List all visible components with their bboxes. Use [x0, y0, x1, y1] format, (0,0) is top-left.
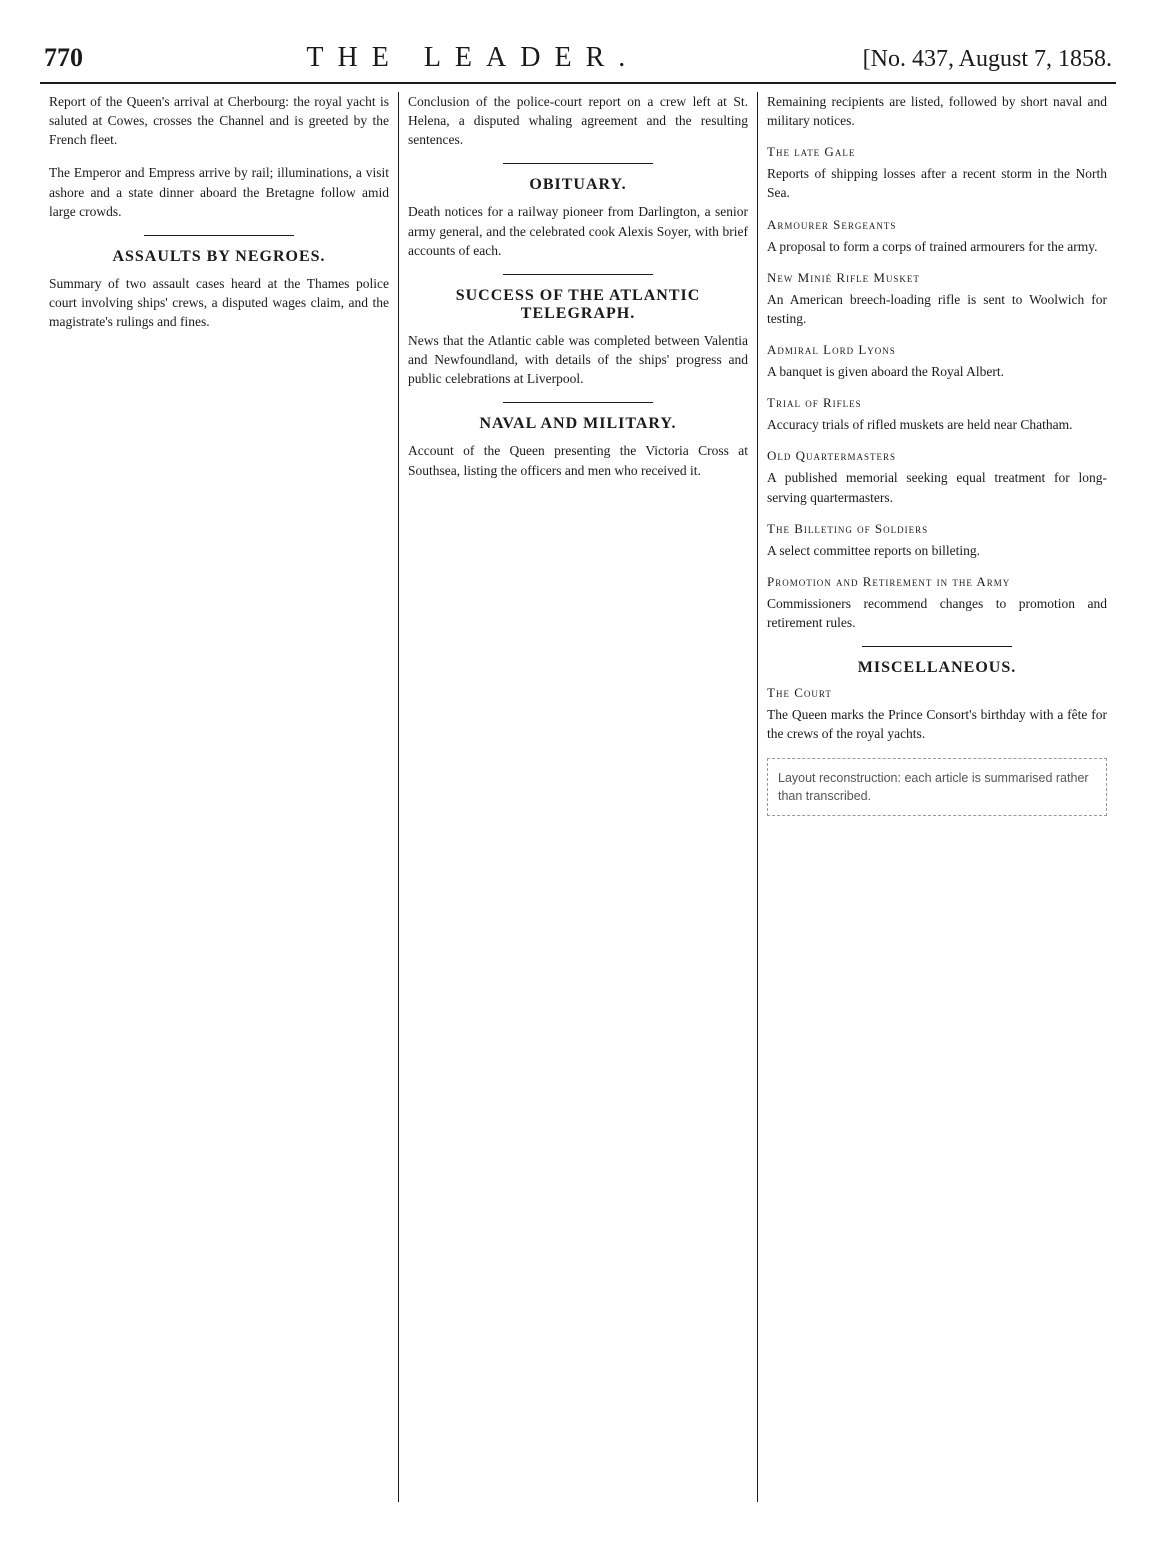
notice-heading: The Billeting of Soldiers — [767, 520, 929, 536]
article-summary: News that the Atlantic cable was completed between Valentia and Newfoundland, with details of the ships' progress and public celebrations at Liverpool. — [408, 332, 748, 387]
notice-heading: Admiral Lord Lyons — [767, 342, 896, 358]
notice-heading: Armourer Sergeants — [767, 216, 897, 232]
masthead — [40, 42, 1116, 84]
section-heading: OBITUARY. — [529, 176, 627, 194]
article-summary: Summary of two assault cases heard at the Thames police court involving ships' crews, a disputed wages claim, and the magistrate's rulings and fines. — [49, 275, 389, 330]
section-rule — [503, 274, 653, 275]
section-heading: SUCCESS OF THE ATLANTIC TELEGRAPH. — [455, 286, 701, 322]
notice-heading: Trial of Rifles — [767, 395, 862, 411]
article-notice — [408, 331, 748, 388]
section-heading: ASSAULTS BY NEGROES. — [112, 247, 326, 265]
article-notice — [767, 685, 1107, 743]
notice-heading: The late Gale — [767, 144, 856, 160]
article-summary: Commissioners recommend changes to promotion and retirement rules. — [767, 595, 1107, 631]
article-summary: The Emperor and Empress arrive by rail; illuminations, a visit ashore and a state dinner aboard the Bretagne follow amid large crowds. — [49, 165, 389, 219]
article-summary: Remaining recipients are listed, followed by short naval and military notices. — [767, 94, 1107, 129]
article-notice — [767, 574, 1107, 632]
article-summary: An American breech-loading rifle is sent to Woolwich for testing. — [767, 291, 1107, 326]
article-notice — [408, 92, 748, 149]
article-notice — [767, 448, 1107, 506]
section-rule — [503, 402, 653, 403]
article-notice — [767, 395, 1107, 434]
article-summary: Death notices for a railway pioneer from Darlington, a senior army general, and the celebrated cook Alexis Soyer, with brief accounts of each. — [408, 204, 748, 258]
notice-heading: The Court — [767, 685, 832, 701]
article-notice — [49, 92, 389, 149]
issue-info: [No. 437, August 7, 1858. — [862, 46, 1112, 72]
article-summary: Accuracy trials of rifled muskets are held near Chatham. — [767, 417, 1073, 433]
article-summary: A banquet is given aboard the Royal Albert. — [767, 364, 1004, 380]
section-heading: MISCELLANEOUS. — [857, 659, 1017, 677]
section-rule — [862, 646, 1012, 647]
article-summary: Report of the Queen's arrival at Cherbourg: the royal yacht is saluted at Cowes, crosses the Channel and is greeted by the French fleet. — [49, 94, 389, 148]
columns — [40, 92, 1116, 1502]
article-notice — [767, 521, 1107, 560]
column-1 — [40, 92, 398, 1502]
article-summary: A select committee reports on billeting. — [767, 542, 980, 558]
article-notice — [767, 92, 1107, 130]
editorial-note: Layout reconstruction: each article is summarised rather than transcribed. — [767, 758, 1107, 816]
article-notice — [767, 342, 1107, 381]
notice-heading: Promotion and Retirement in the Army — [767, 573, 1011, 589]
column-2 — [398, 92, 757, 1502]
section-rule — [503, 163, 653, 164]
article-notice — [767, 217, 1107, 256]
article-notice — [408, 441, 748, 479]
section-heading: NAVAL AND MILITARY. — [479, 415, 677, 433]
article-summary: A proposal to form a corps of trained armourers for the army. — [767, 238, 1098, 254]
article-summary: Conclusion of the police-court report on a crew left at St. Helena, a disputed whaling agreement and the resulting sentences. — [408, 94, 748, 148]
paper-title: THE LEADER. — [306, 42, 640, 73]
notice-heading: Old Quartermasters — [767, 448, 896, 464]
article-notice — [767, 270, 1107, 328]
article-notice — [767, 144, 1107, 202]
article-notice — [49, 274, 389, 331]
page-number: 770 — [44, 43, 83, 72]
article-notice — [408, 202, 748, 259]
section-rule — [144, 235, 294, 236]
notice-heading: New Minié Rifle Musket — [767, 269, 920, 285]
article-summary: Reports of shipping losses after a recent storm in the North Sea. — [767, 166, 1107, 201]
article-summary: Account of the Queen presenting the Victoria Cross at Southsea, listing the officers and men who received it. — [408, 443, 748, 478]
article-summary: A published memorial seeking equal treatment for long-serving quartermasters. — [767, 470, 1107, 505]
article-summary: The Queen marks the Prince Consort's birthday with a fête for the crews of the royal yachts. — [767, 707, 1107, 742]
column-3 — [757, 92, 1116, 1502]
article-notice — [49, 163, 389, 220]
